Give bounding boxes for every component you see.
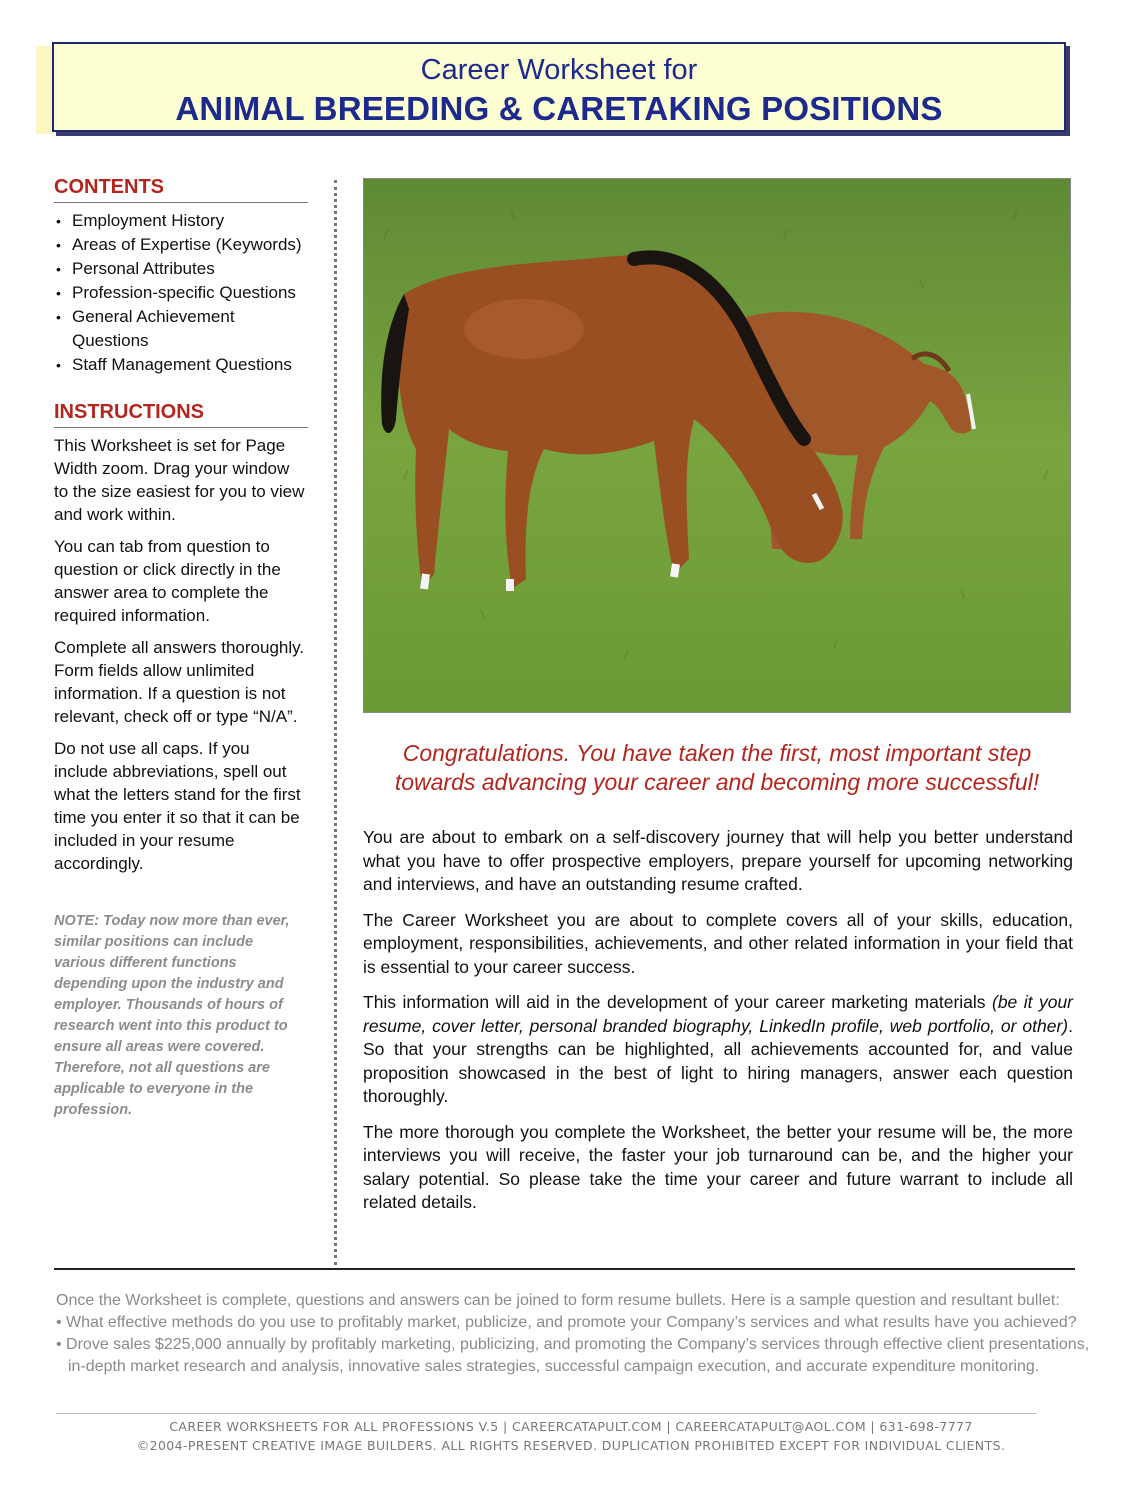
contents-item-employment-history[interactable]: • Employment History (56, 211, 225, 230)
contents-item-personal-attributes[interactable]: • Personal Attributes (56, 259, 215, 278)
contents-item-achievement-questions[interactable]: • General Achievement Questions (56, 307, 235, 350)
instruction-paragraph: Do not use all caps. If you include abbreviations, spell out what the letters stand for the first time you enter it so that it can be included in your resume accordingly. (54, 739, 301, 873)
sample-intro: Once the Worksheet is complete, questions and answers can be joined to form resume bullets. Here is a sample question and resultant bullet: (56, 1292, 1060, 1309)
intro-body (363, 826, 1073, 1227)
contents-list (54, 209, 308, 377)
intro-paragraph-4: The more thorough you complete the Worksheet, the better your resume will be, the more interviews you will receive, the faster your job turnaround can be, and the higher your salary potential. So please take the time your career and future warrant to include all related details. (363, 1121, 1073, 1212)
instruction-paragraph: Complete all answers thoroughly. Form fields allow unlimited information. If a question is not relevant, check off or type “N/A”. (54, 638, 305, 726)
sample-bullet-section (56, 1290, 1090, 1378)
instruction-paragraph: You can tab from question to question or click directly in the answer area to complete the required information. (54, 537, 281, 625)
congrats-line-1: Congratulations. You have taken the first, most important step (402, 740, 1032, 766)
footer-contact-line: CAREER WORKSHEETS FOR ALL PROFESSIONS V.5 | CAREERCATAPULT.COM | CAREERCATAPULT@AOL.COM | 631-698-7777 (169, 1419, 973, 1434)
intro-paragraph-2: The Career Worksheet you are about to complete covers all of your skills, education, employment, responsibilities, achievements, and other related information in your field that is essential to your career success. (363, 909, 1073, 977)
instructions-text (54, 434, 308, 875)
sample-question: • What effective methods do you use to profitably market, publicize, and promote your Company’s services and what results have you achieved? (56, 1314, 1077, 1331)
congrats-line-2: towards advancing your career and becoming more successful! (394, 769, 1040, 795)
column-divider (334, 180, 337, 1265)
marketing-materials-list: (be it your resume, cover letter, personal branded biography, LinkedIn profile, web portfolio, or other) (363, 992, 1073, 1036)
contents-heading: CONTENTS (54, 176, 308, 203)
contents-item-areas-of-expertise[interactable]: • Areas of Expertise (Keywords) (56, 235, 302, 254)
intro-paragraph-1: You are about to embark on a self-discovery journey that will help you better understand what you have to offer prospective employers, prepare yourself for upcoming networking and interviews, and have an outstanding resume crafted. (363, 827, 1073, 894)
note (54, 911, 308, 1121)
instruction-paragraph: This Worksheet is set for Page Width zoom. Drag your window to the size easiest for you to view and work within. (54, 436, 305, 524)
contents-item-profession-questions[interactable]: • Profession-specific Questions (56, 283, 296, 302)
banner-title: ANIMAL BREEDING & CARETAKING POSITIONS (175, 90, 943, 127)
section-divider (54, 1268, 1075, 1270)
contents-item-staff-management-questions[interactable]: • Staff Management Questions (56, 355, 292, 374)
note-text: Today now more than ever, similar positions can include various different functions depending upon the industry and employer. Thousands of hours of research went into this product to ensure all areas were covered. Therefore, not all questions are applicable to everyone in the profession. (54, 913, 290, 1118)
horses-photo (363, 178, 1071, 713)
sample-bullet-line-2: in-depth market research and analysis, innovative sales strategies, successful campaign execution, and accurate expenditure monitoring. (68, 1358, 1040, 1375)
title-banner (52, 42, 1066, 132)
sample-bullet-line-1: • Drove sales $225,000 annually by profitably marketing, publicizing, and promoting the Company’s services through effective client presentations, (56, 1336, 1090, 1353)
instructions-heading: INSTRUCTIONS (54, 401, 308, 428)
footer (56, 1417, 1086, 1455)
footer-divider (56, 1413, 1036, 1414)
banner-subtitle: Career Worksheet for (420, 54, 698, 86)
note-label: NOTE: (54, 913, 100, 929)
sidebar (54, 176, 308, 1121)
congratulations-message (363, 739, 1071, 797)
intro-paragraph-3: This information will aid in the development of your career marketing materials (be it your resume, cover letter, personal branded biography, LinkedIn profile, web portfolio, or other). So that your strengths can be highlighted, all achievements accounted for, and value proposition showcased in the best of light to hiring managers, answer each question thoroughly. (363, 992, 1073, 1106)
footer-copyright-line: ©2004-PRESENT CREATIVE IMAGE BUILDERS. ALL RIGHTS RESERVED. DUPLICATION PROHIBITED EXCEPT FOR INDIVIDUAL CLIENTS. (136, 1438, 1006, 1453)
horses-illustration (364, 179, 1071, 713)
